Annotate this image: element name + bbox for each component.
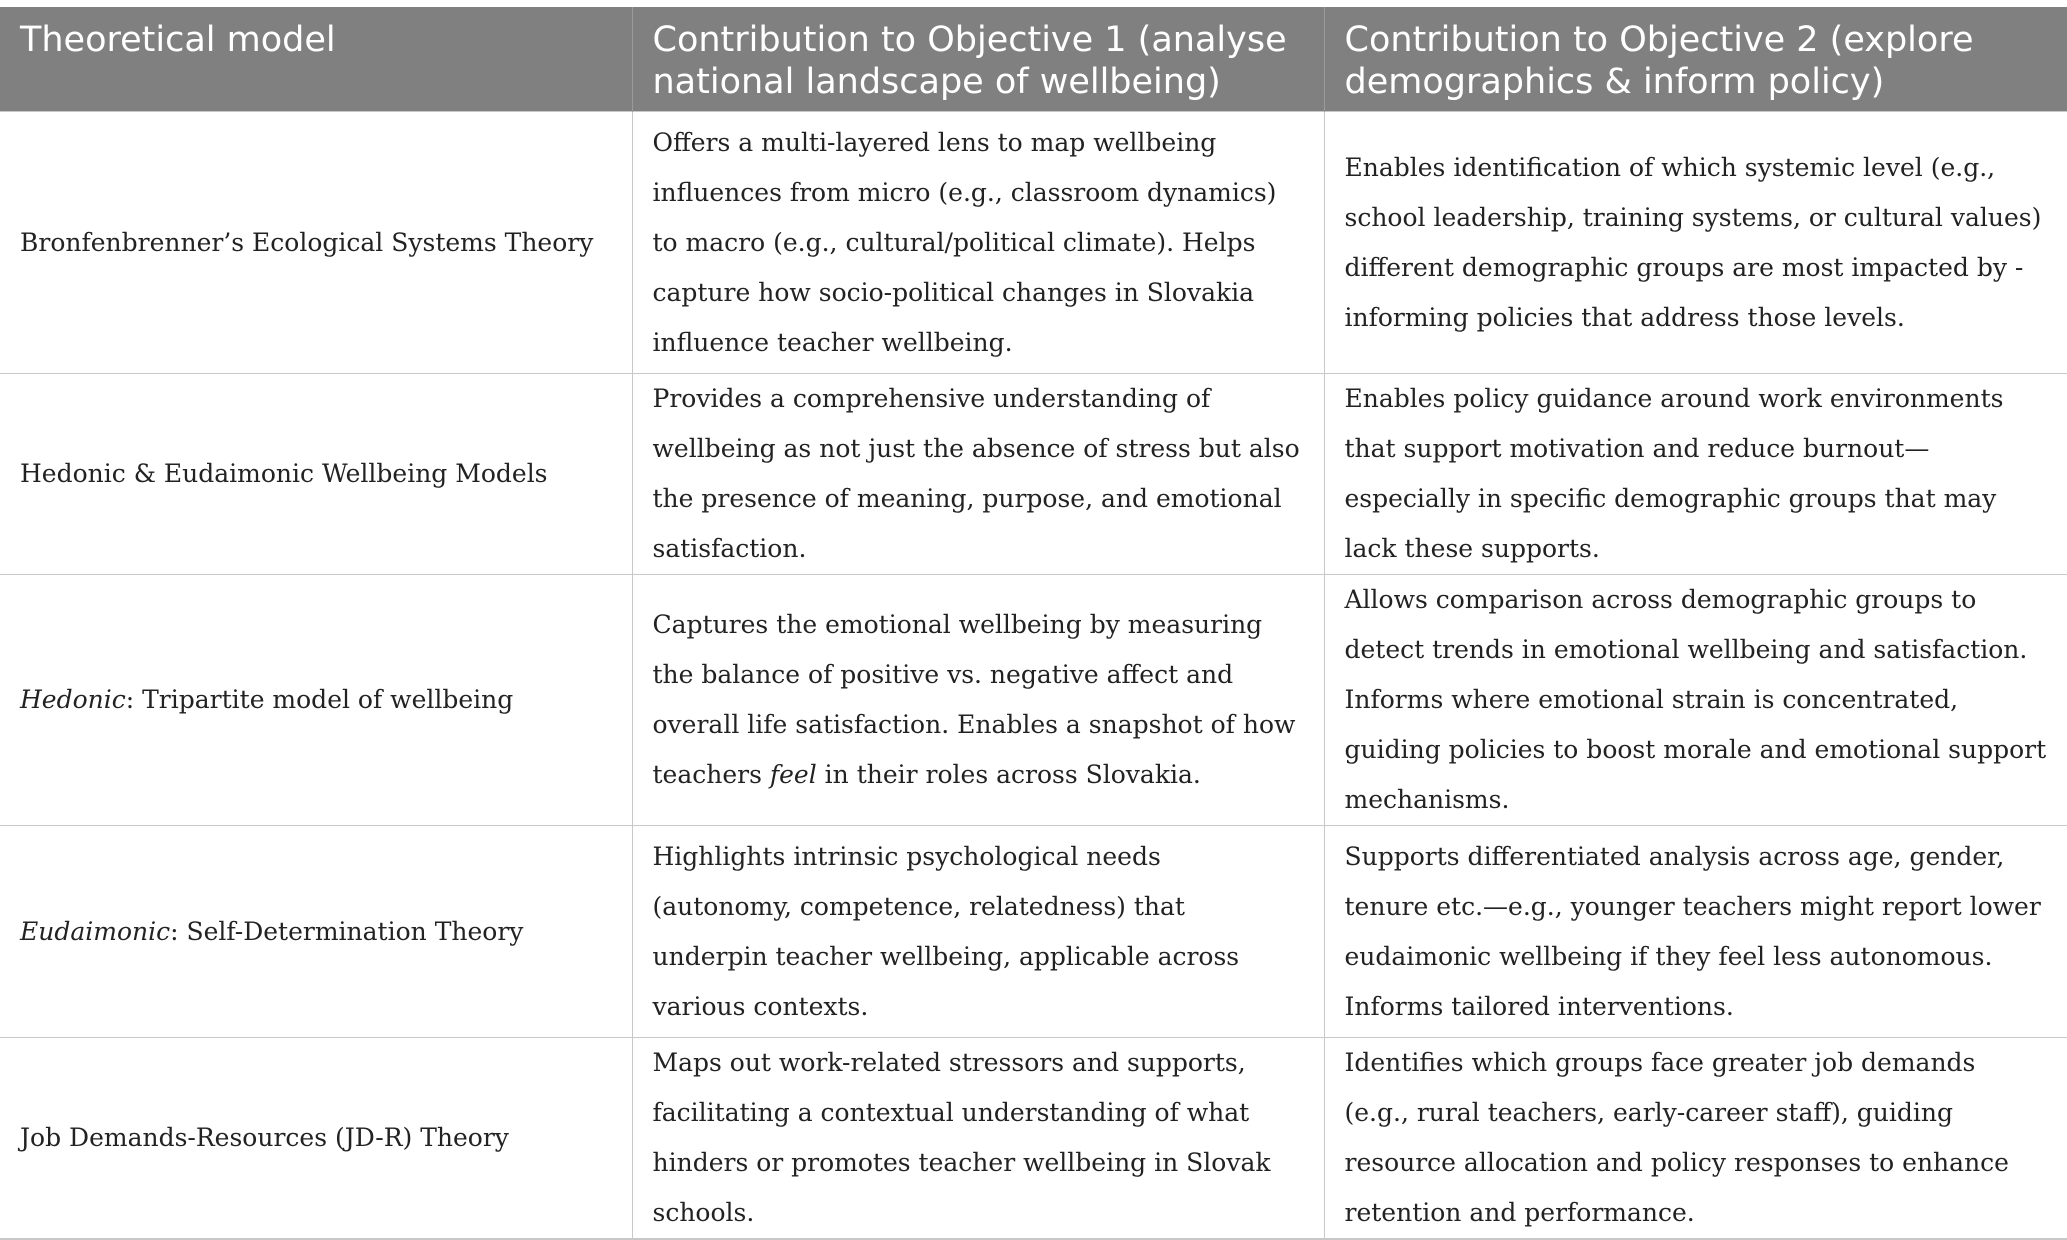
header-row xyxy=(0,7,2067,112)
objective-1-cell: Offers a multi-layered lens to map wellbeing influences from micro (e.g., classroom dynamics) to macro (e.g., cultural/political climate). Helps capture how socio-political changes in Slovakia influence teacher wellbeing. xyxy=(632,112,1324,374)
model-name: : Self-Determination Theory xyxy=(170,916,524,946)
table-row xyxy=(0,374,2067,575)
table-row xyxy=(0,575,2067,826)
objective-2-cell: Supports differentiated analysis across age, gender, tenure etc.—e.g., younger teachers might report lower eudaimonic wellbeing if they feel less autonomous. Informs tailored interventions. xyxy=(1324,826,2067,1038)
model-category-label: Hedonic xyxy=(20,685,126,714)
objective-1-cell: Provides a comprehensive understanding of wellbeing as not just the absence of stress but also the presence of meaning, purpose, and emotional satisfaction. xyxy=(632,374,1324,575)
table-row xyxy=(0,112,2067,374)
objective-1-text-before: Captures the emotional wellbeing by measuring the balance of positive vs. negative affect and overall life satisfaction. Enables a snapshot of how teachers xyxy=(652,610,1296,789)
header-objective-2: Contribution to Objective 2 (explore demographics & inform policy) xyxy=(1324,7,2067,112)
objective-1-cell: Maps out work-related stressors and supports, facilitating a contextual understanding of what hinders or promotes teacher wellbeing in Slovak schools. xyxy=(632,1038,1324,1240)
objective-2-cell: Enables policy guidance around work environments that support motivation and reduce burnout—especially in specific demographic groups that may lack these supports. xyxy=(1324,374,2067,575)
objective-2-cell: Identifies which groups face greater job demands (e.g., rural teachers, early-career staff), guiding resource allocation and policy responses to enhance retention and performance. xyxy=(1324,1038,2067,1240)
objective-1-cell xyxy=(632,575,1324,826)
model-category-label: Eudaimonic xyxy=(20,916,171,946)
objective-2-cell: Enables identification of which systemic level (e.g., school leadership, training systems, or cultural values) different demographic groups are most impacted by -informing policies that address those levels. xyxy=(1324,112,2067,374)
objective-1-cell: Highlights intrinsic psychological needs (autonomy, competence, relatedness) that underpin teacher wellbeing, applicable across various contexts. xyxy=(632,826,1324,1038)
table-row xyxy=(0,1038,2067,1240)
table-row xyxy=(0,826,2067,1038)
header-theoretical-model: Theoretical model xyxy=(0,7,632,112)
objective-1-emphasis: feel xyxy=(769,760,817,789)
table-header xyxy=(0,7,2067,112)
model-name: Bronfenbrenner’s Ecological Systems Theory xyxy=(20,227,594,257)
header-objective-1: Contribution to Objective 1 (analyse national landscape of wellbeing) xyxy=(632,7,1324,112)
objective-2-cell: Allows comparison across demographic groups to detect trends in emotional wellbeing and satisfaction. Informs where emotional strain is concentrated, guiding policies to boost morale and emotional support mechanisms. xyxy=(1324,575,2067,826)
objective-1-text-after: in their roles across Slovakia. xyxy=(816,760,1201,789)
model-cell xyxy=(0,374,632,575)
model-cell xyxy=(0,575,632,826)
model-name: Job Demands-Resources (JD-R) Theory xyxy=(20,1123,509,1152)
theoretical-models-table-container xyxy=(0,7,2067,1240)
table-body xyxy=(0,112,2067,1240)
model-name: Hedonic & Eudaimonic Wellbeing Models xyxy=(20,459,548,488)
theoretical-models-table xyxy=(0,7,2067,1240)
model-cell xyxy=(0,1038,632,1240)
model-name: : Tripartite model of wellbeing xyxy=(125,685,514,714)
model-cell xyxy=(0,826,632,1038)
model-cell xyxy=(0,112,632,374)
